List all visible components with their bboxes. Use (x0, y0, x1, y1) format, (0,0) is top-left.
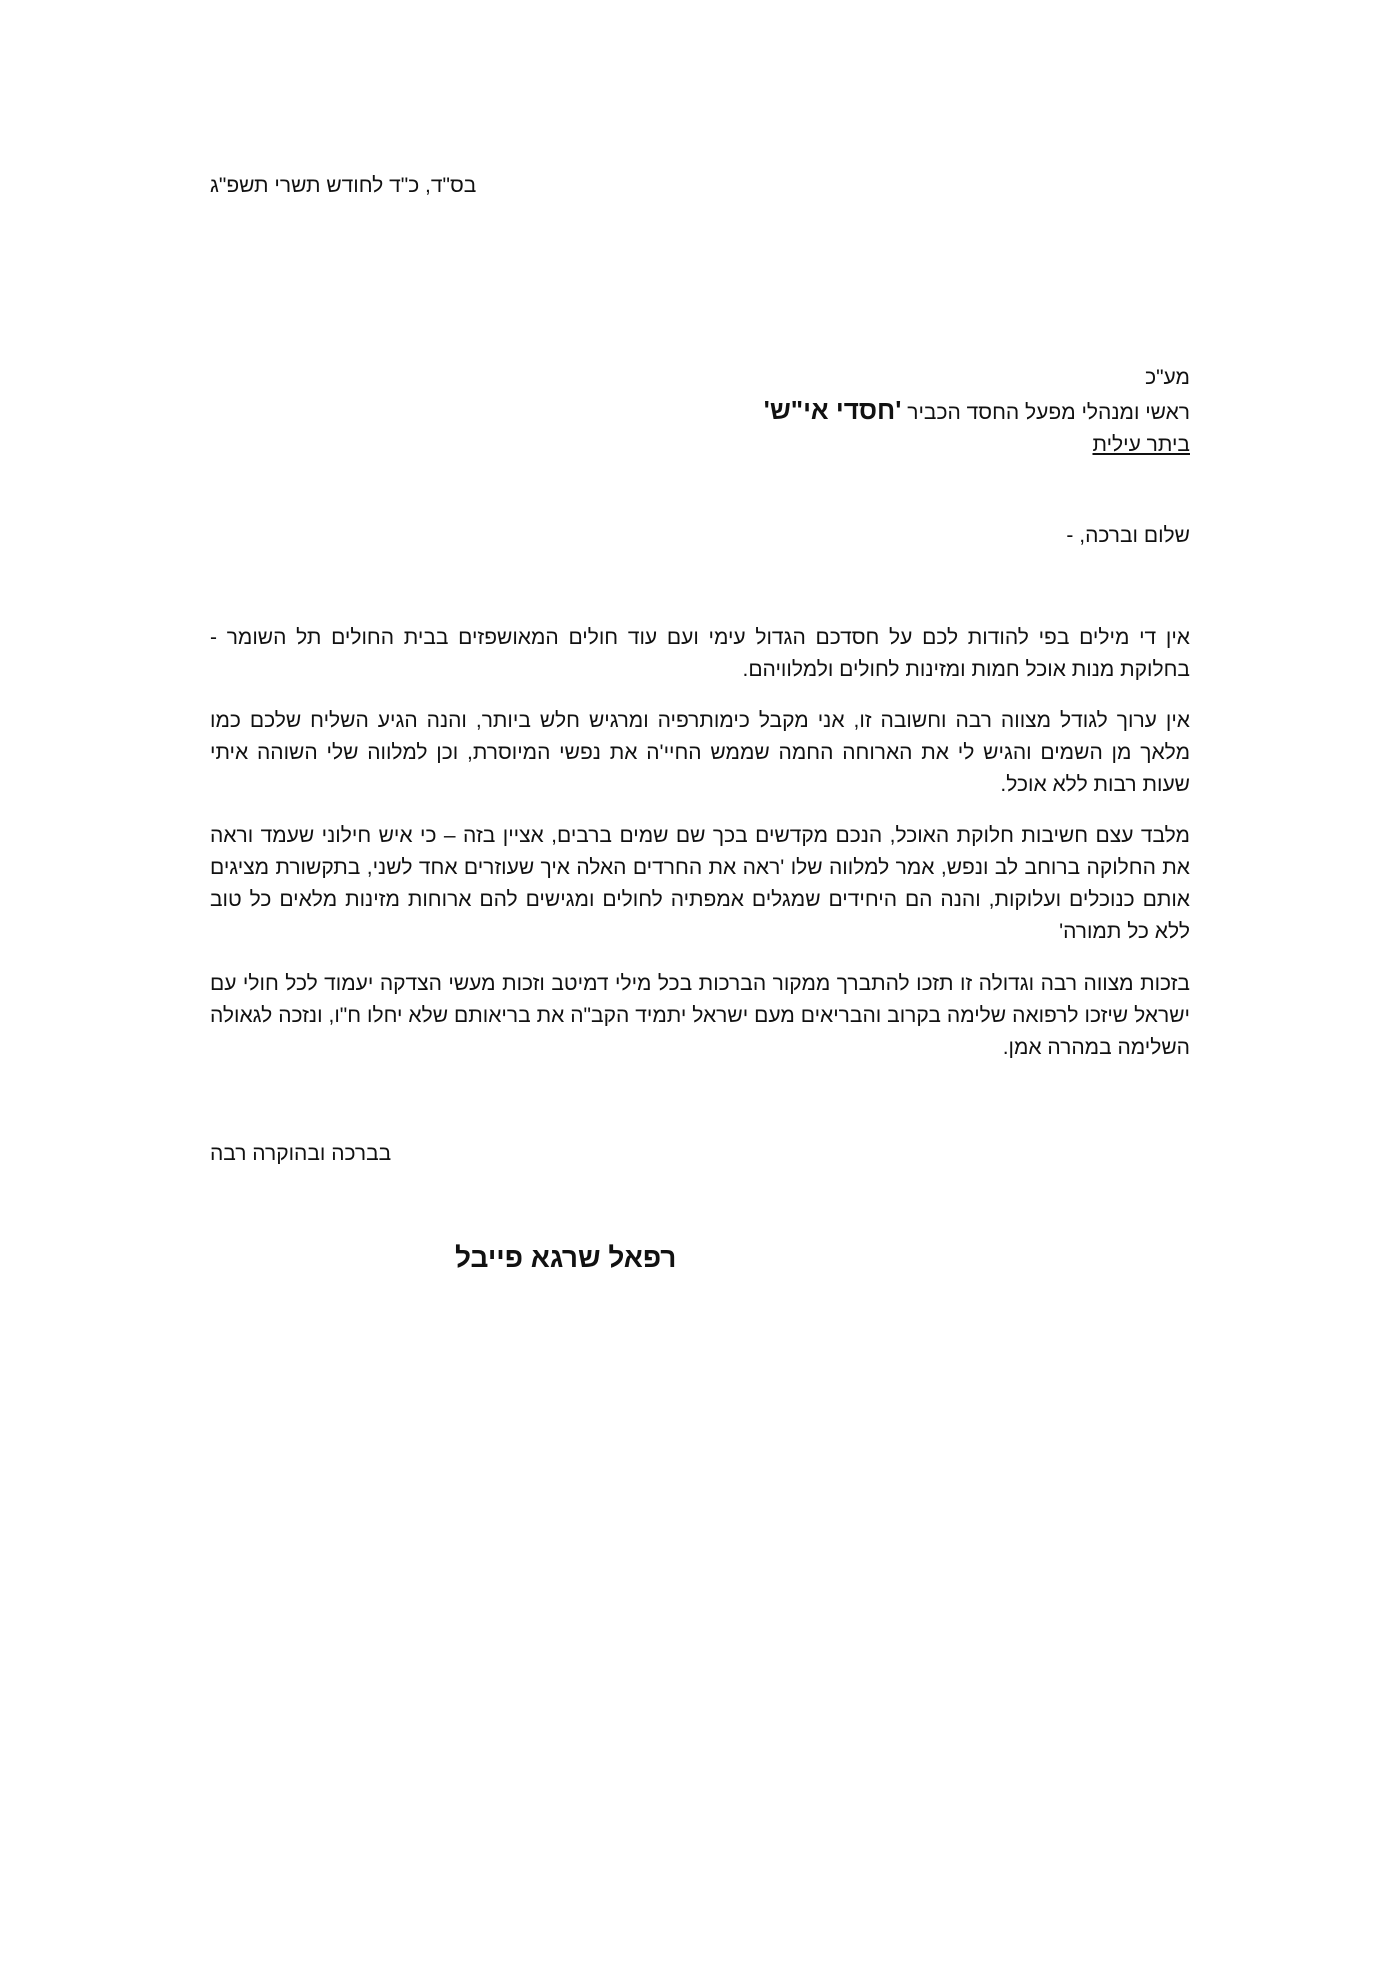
addressee-city: ביתר עילית (1092, 433, 1190, 456)
paragraph-2 (210, 705, 1190, 801)
closing-line: בברכה ובהוקרה רבה (210, 1142, 392, 1165)
addressee-block (210, 362, 1190, 461)
paragraph-text: בזכות מצווה רבה וגדולה זו תזכו להתברך ממקור הברכות בכל מילי דמיטב וזכות מעשי הצדקה יעמוד לכל חולי עם ישראל שיזכו לרפואה שלימה בקרוב והבריאים מעם ישראל יתמיד הקב"ה את בריאותם שלא יחלו ח"ו, ונזכה לגאולה השלימה במהרה אמן. (210, 972, 1190, 1059)
letter-date: בס"ד, כ"ד לחודש תשרי תשפ"ג (210, 174, 477, 197)
paragraph-text: אין ערוך לגודל מצווה רבה וחשובה זו, אני מקבל כימותרפיה ומרגיש חלש ביותר, והנה הגיע השליח שלכם כמו מלאך מן השמים והגיש לי את הארוחה החמה שממש החיי'ה את נפשי המיוסרת, וכן למלווה שלי השוהה איתי שעות רבות ללא אוכל. (210, 709, 1190, 796)
addressee-city-line (210, 429, 1190, 461)
organization-name: 'חסדי אי"ש' (763, 395, 902, 425)
addressee-org-line (210, 394, 1190, 429)
signature: רפאל שרגא פייבל (455, 1242, 677, 1273)
paragraph-text: אין די מילים בפי להודות לכם על חסדכם הגדול עימי ועם עוד חולים המאושפזים בבית החולים תל השומר - בחלוקת מנות אוכל חמות ומזינות לחולים ולמלוויהם. (210, 626, 1190, 681)
addressee-title: מע"כ (1145, 366, 1190, 389)
paragraph-text: מלבד עצם חשיבות חלוקת האוכל, הנכם מקדשים בכך שם שמים ברבים, אציין בזה – כי איש חילוני שעמד וראה את החלוקה ברוחב לב ונפש, אמר למלווה שלו 'ראה את החרדים האלה איך שעוזרים אחד לשני, בתקשורת מציגים אותם כנוכלים ועלוקות, והנה הם היחידים שמגלים אמפתיה לחולים ומגישים להם ארוחות מזינות מלאים כל טוב ללא כל תמורה' (210, 824, 1190, 943)
addressee-org-prefix: ראשי ומנהלי מפעל החסד הכביר (901, 401, 1190, 424)
paragraph-4 (210, 968, 1190, 1064)
paragraph-1 (210, 622, 1190, 686)
paragraph-3 (210, 820, 1190, 948)
greeting: שלום וברכה, - (1066, 524, 1190, 547)
